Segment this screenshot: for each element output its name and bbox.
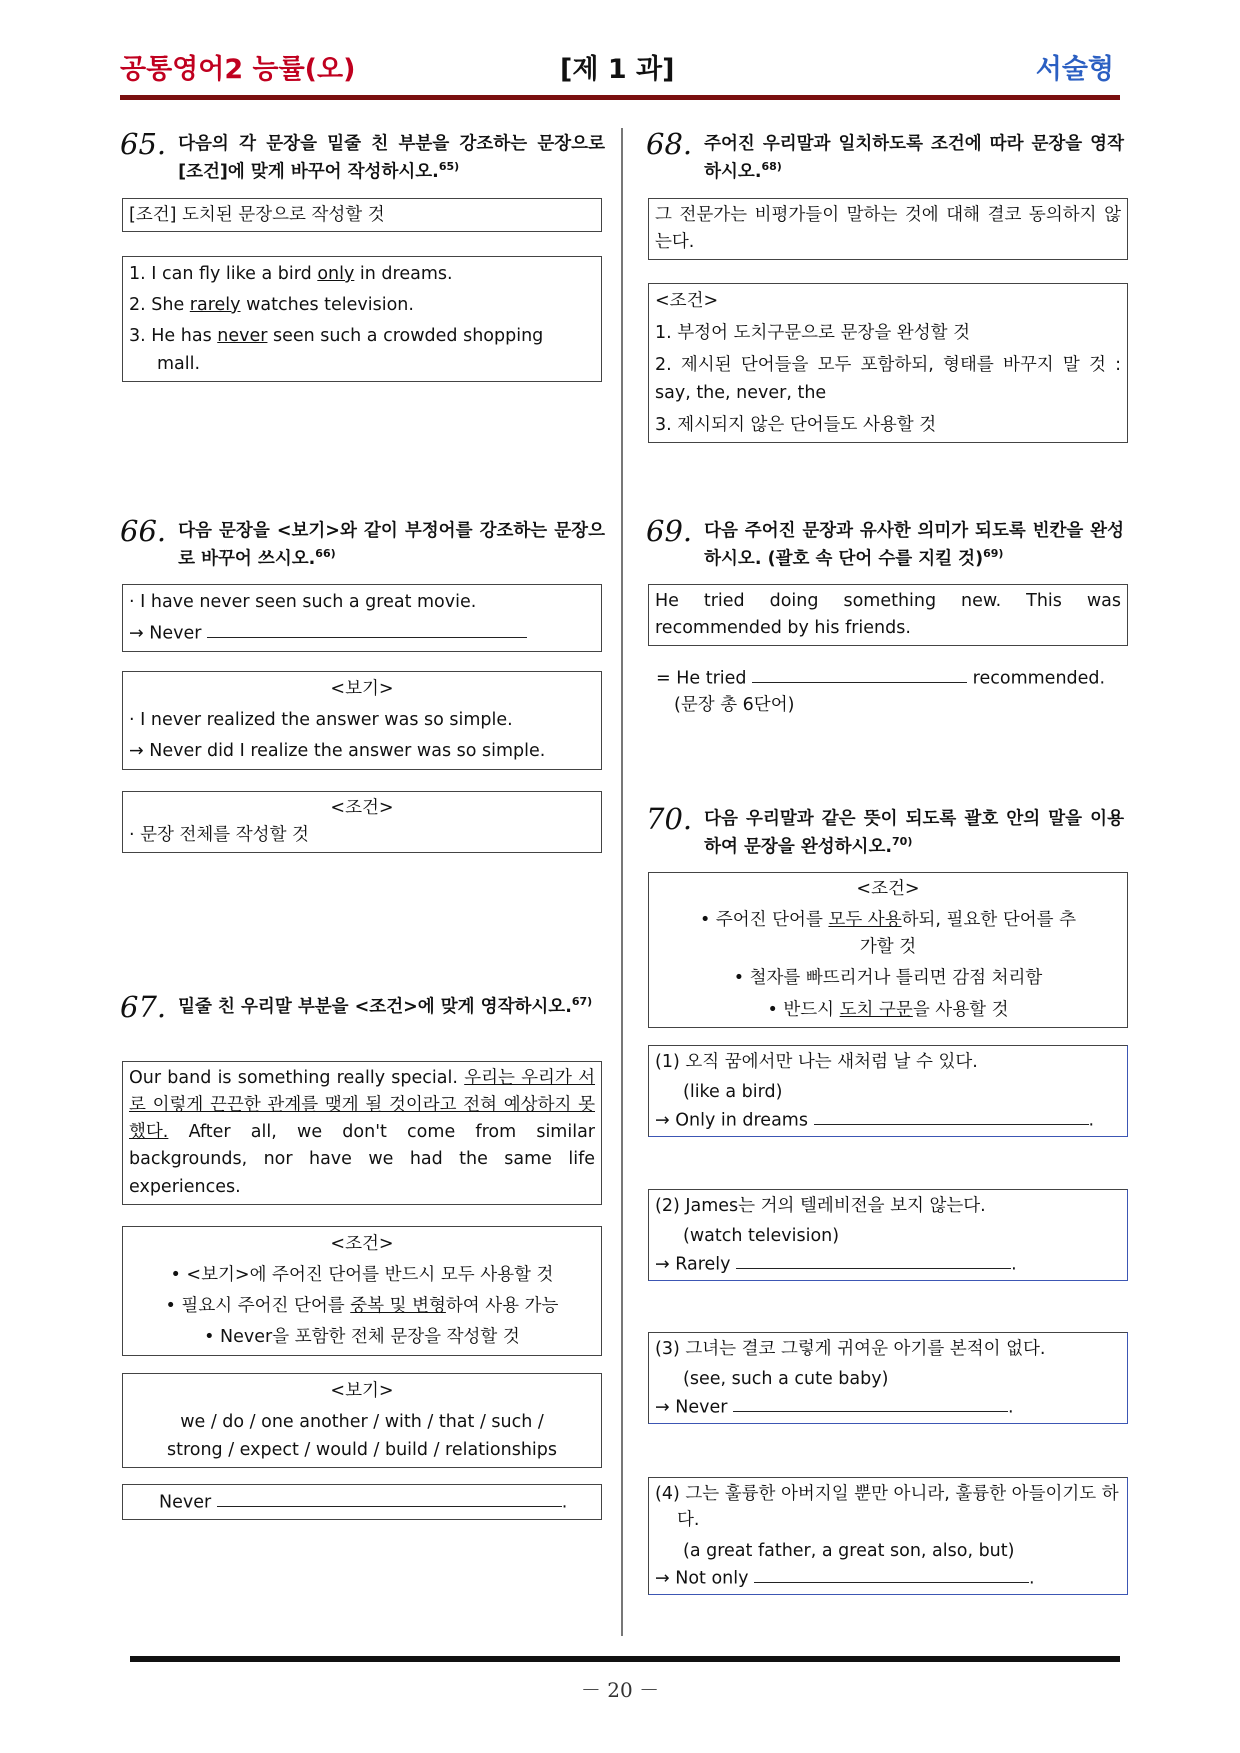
question-text: 다음 주어진 문장과 유사한 의미가 되도록 빈칸을 완성하시오. (괄호 속 단어 수를 지킬 것)$^{69)}$ <box>704 521 1124 569</box>
page-number: － 20 － <box>580 1678 660 1702</box>
question-text: 밑줄 친 우리말 부분을 <조건>에 맞게 영작하시오.$^{67)}$ <box>178 995 593 1017</box>
answer-line: → Never . <box>655 1393 1121 1421</box>
answer-blank[interactable] <box>207 619 527 638</box>
problem-sentence: · I have never seen such a great movie. <box>129 592 477 612</box>
example-title: <보기> <box>330 679 394 699</box>
passage-text: Our band is something really special. <box>129 1068 465 1088</box>
passage-box <box>122 1061 602 1205</box>
condition-title: <조건> <box>330 1234 394 1254</box>
condition-box <box>122 198 602 232</box>
korean-sentence: 그 전문가는 비평가들이 말하는 것에 대해 결코 동의하지 않는다. <box>655 205 1121 253</box>
condition-box <box>648 283 1128 443</box>
answer-blank[interactable] <box>752 664 967 683</box>
korean-prompt: (1) 오직 꿈에서만 나는 새처럼 날 수 있다. <box>655 1052 978 1072</box>
answer-blank[interactable] <box>754 1564 1029 1583</box>
korean-prompt: (3) 그녀는 결코 그렇게 귀여운 아기를 본적이 없다. <box>655 1339 1046 1359</box>
sentence-box <box>122 256 602 382</box>
condition-box <box>648 872 1128 1028</box>
condition-box <box>122 791 602 853</box>
sub-question-1 <box>648 1045 1128 1137</box>
condition-title: <조건> <box>655 291 719 311</box>
word-bank-line-2: strong / expect / would / build / relationships <box>166 1440 558 1460</box>
sentence-1: 1. I can fly like a bird only in dreams. <box>129 264 453 284</box>
example-answer: → Never did I realize the answer was so simple. <box>129 740 546 761</box>
answer-line: → Only in dreams . <box>655 1106 1121 1134</box>
answer-line: → Not only . <box>655 1564 1121 1592</box>
word-count-note: (문장 총 6단어) <box>674 694 795 715</box>
answer-box: Never . <box>122 1484 602 1520</box>
question-text: 다음의 각 문장을 밑줄 친 부분을 강조하는 문장으로 [조건]에 맞게 바꾸어 작성하시오.$^{65)}$ <box>178 134 605 182</box>
condition-text: [조건] 도치된 문장으로 작성할 것 <box>129 205 385 225</box>
condition-item-2: • 필요시 주어진 단어를 중복 및 변형하여 사용 가능 <box>165 1295 559 1316</box>
question-number: 65. <box>120 127 167 161</box>
question-number: 69. <box>646 514 693 548</box>
subject-title: 공통영어2 능률(오) <box>120 54 356 85</box>
sentence-3: 3. He has never seen such a crowded shopping <box>129 326 544 346</box>
condition-item-1: 1. 부정어 도치구문으로 문장을 완성할 것 <box>655 323 970 343</box>
answer-line: = He tried recommended. <box>656 664 1126 692</box>
condition-title: <조건> <box>330 798 394 818</box>
sentence-box <box>648 584 1128 646</box>
passage-text-cont: After all, we don't come from similar backgrounds, nor have we had the same life experiences. <box>129 1122 595 1197</box>
question-text: 주어진 우리말과 일치하도록 조건에 따라 문장을 영작하시오.$^{68)}$ <box>704 134 1124 182</box>
word-hint: (a great father, a great son, also, but) <box>683 1540 1015 1561</box>
example-sentence: · I never realized the answer was so simple. <box>129 709 513 730</box>
question-number: 67. <box>120 990 167 1024</box>
word-hint: (like a bird) <box>683 1082 783 1103</box>
footer-rule <box>130 1656 1120 1662</box>
answer-blank[interactable] <box>217 1488 562 1507</box>
condition-item-3: • Never을 포함한 전체 문장을 작성할 것 <box>204 1326 520 1347</box>
word-bank-title: <보기> <box>330 1381 394 1401</box>
condition-item-2: • 철자를 빠뜨리거나 틀리면 감점 처리함 <box>733 968 1043 989</box>
question-number: 70. <box>646 802 693 836</box>
korean-prompt: (2) James는 거의 텔레비전을 보지 않는다. <box>655 1196 986 1216</box>
question-69 <box>646 514 1124 573</box>
condition-box <box>122 1226 602 1356</box>
answer-prefix: Never <box>159 1492 212 1513</box>
answer-line: → Never <box>129 619 595 648</box>
answer-blank[interactable] <box>814 1106 1089 1125</box>
answer-area <box>656 664 1126 718</box>
condition-item-1: • <보기>에 주어진 단어를 반드시 모두 사용할 것 <box>170 1264 554 1285</box>
condition-item-3: 3. 제시되지 않은 단어들도 사용할 것 <box>655 415 937 435</box>
answer-line: → Rarely . <box>655 1250 1121 1278</box>
question-number: 66. <box>120 514 167 548</box>
answer-blank[interactable] <box>733 1393 1008 1412</box>
section-type: 서술형 <box>1035 54 1114 85</box>
question-65 <box>120 127 605 186</box>
sub-question-3 <box>648 1332 1128 1424</box>
question-number: 68. <box>646 127 693 161</box>
korean-prompt: (4) 그는 훌륭한 아버지일 뿐만 아니라, 훌륭한 아들이기도 하다. <box>655 1484 1119 1531</box>
underlined-korean: 우리는 우리가 서로 이렇게 끈끈한 관계를 맺게 될 것이라고 전혀 예상하지 못했다. <box>129 1068 596 1143</box>
word-hint: (see, such a cute baby) <box>683 1369 889 1390</box>
question-70 <box>646 802 1124 861</box>
sub-question-2 <box>648 1189 1128 1281</box>
sentence-2: 2. She rarely watches television. <box>129 295 414 315</box>
word-bank-line-1: we / do / one another / with / that / such / <box>180 1412 544 1432</box>
condition-title: <조건> <box>856 879 920 899</box>
question-text: 다음 우리말과 같은 뜻이 되도록 괄호 안의 말을 이용하여 문장을 완성하시오.$^{70)}$ <box>704 809 1124 857</box>
lesson-title: [제 1 과] <box>560 54 675 85</box>
answer-blank[interactable] <box>736 1250 1011 1269</box>
question-text: 다음 문장을 <보기>와 같이 부정어를 강조하는 문장으로 바꾸어 쓰시오.$^{66)}$ <box>178 521 605 569</box>
given-sentence: He tried doing something new. This was recommended by his friends. <box>655 591 1121 639</box>
sub-question-4 <box>648 1477 1128 1595</box>
question-68 <box>646 127 1124 186</box>
problem-box <box>122 584 602 652</box>
question-66 <box>120 514 605 573</box>
condition-item: · 문장 전체를 작성할 것 <box>129 825 309 846</box>
question-67 <box>120 990 605 1024</box>
header-rule <box>120 95 1120 100</box>
column-divider <box>621 128 623 1636</box>
condition-item-1: • 주어진 단어를 모두 사용하되, 필요한 단어를 추가할 것 <box>699 910 1077 958</box>
korean-sentence-box <box>648 198 1128 260</box>
word-hint: (watch television) <box>683 1226 840 1247</box>
condition-item-2: 2. 제시된 단어들을 모두 포함하되, 형태를 바꾸지 말 것 : say, the, never, the <box>655 355 1121 403</box>
condition-item-3: • 반드시 도치 구문을 사용할 것 <box>767 999 1009 1020</box>
example-box <box>122 671 602 770</box>
word-bank-box <box>122 1373 602 1468</box>
sentence-3-cont: mall. <box>157 354 201 374</box>
